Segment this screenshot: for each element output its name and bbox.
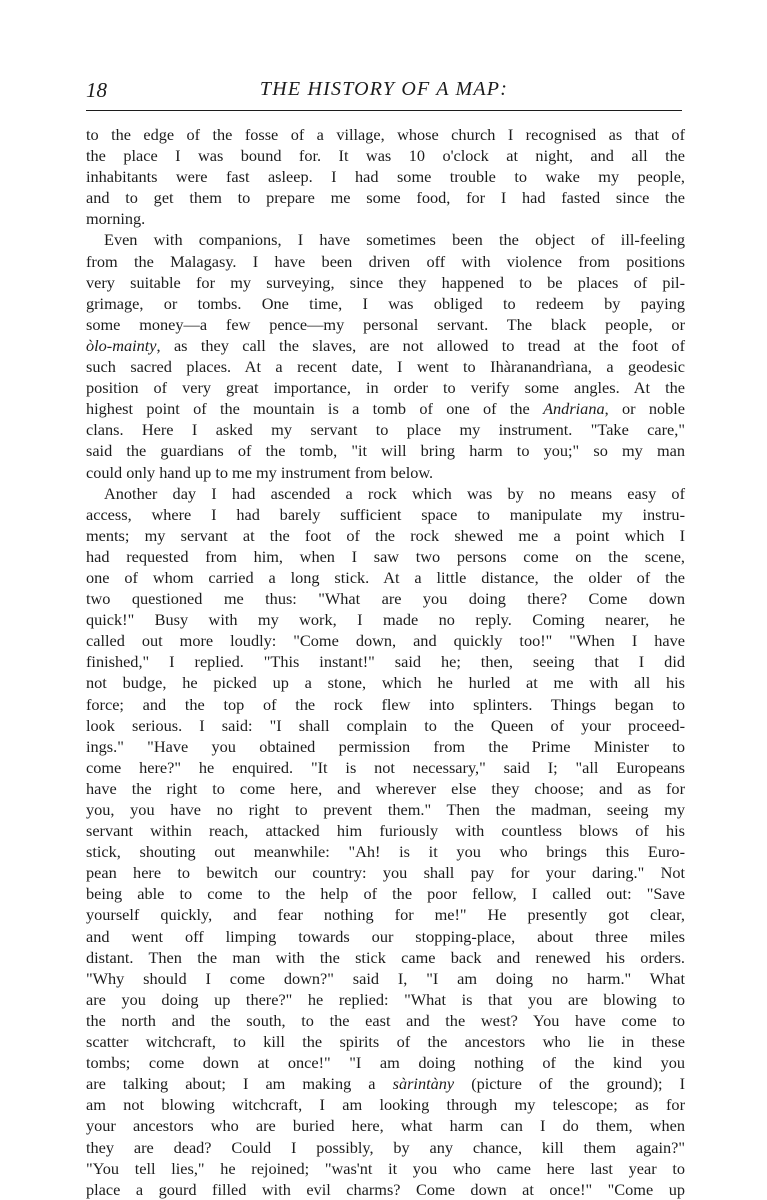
text-line: are talking about; I am making a sàrintàny (picture of the ground); I — [86, 1074, 686, 1094]
text-line: some money—a few pence—my personal servant. The black people, or — [86, 314, 685, 334]
text-line: "Why should I come down?" said I, "I am doing no harm." What — [86, 968, 685, 988]
text-line: quick!" Busy with my work, I made no reply. Coming nearer, he — [86, 610, 685, 630]
text-line: morning. — [86, 209, 146, 229]
text-line: finished," I replied. "This instant!" said he; then, seeing that I did — [86, 652, 685, 672]
text-line: your ancestors who are buried here, what harm can I do them, when — [86, 1116, 685, 1136]
text-line: "You tell lies," he rejoined; "was'nt it you who came here last year to — [86, 1158, 685, 1178]
text-line: have the right to come here, and wherever else they choose; and as for — [86, 778, 685, 798]
header-rule — [86, 110, 682, 111]
italic-term: Andriana — [543, 399, 605, 419]
text-line: they are dead? Could I possibly, by any chance, kill them again?" — [86, 1137, 685, 1157]
text-line: clans. Here I asked my servant to place my instrument. "Take care," — [86, 420, 685, 440]
text-line: the place I was bound for. It was 10 o'clock at night, and all the — [86, 146, 685, 166]
text-line: ings." "Have you obtained permission from the Prime Minister to — [86, 736, 685, 756]
text-line: called out more loudly: "Come down, and quickly too!" "When I have — [86, 631, 685, 651]
text-line: grimage, or tombs. One time, I was obliged to redeem by paying — [86, 293, 685, 313]
text-line: distant. Then the man with the stick came back and renewed his orders. — [86, 947, 685, 967]
text-line: òlo-mainty, as they call the slaves, are not allowed to tread at the foot of — [86, 335, 685, 355]
text-line: force; and the top of the rock flew into splinters. Things began to — [86, 694, 685, 714]
text-line: from the Malagasy. I have been driven off with violence from positions — [86, 251, 685, 271]
text-line: to the edge of the fosse of a village, whose church I recognised as that of — [86, 125, 685, 144]
text-line: position of very great importance, in order to verify some angles. At the — [86, 378, 685, 398]
text-line: and to get them to prepare me some food, for I had fasted since the — [86, 188, 685, 208]
text-line: tombs; come down at once!" "I am doing nothing of the kind you — [86, 1053, 685, 1073]
page-header — [86, 78, 682, 108]
text-line: being able to come to the help of the poor fellow, I called out: "Save — [86, 884, 685, 904]
text-line: inhabitants were fast asleep. I had some trouble to wake my people, — [86, 167, 685, 187]
text-line: look serious. I said: "I shall complain to the Queen of your proceed- — [86, 715, 685, 735]
text-line: yourself quickly, and fear nothing for me!" He presently got clear, — [86, 905, 685, 925]
text-line: are you doing up there?" he replied: "What is that you are blowing to — [86, 989, 685, 1009]
text-line: servant within reach, attacked him furiously with countless blows of his — [86, 821, 685, 841]
italic-term: òlo-mainty — [86, 335, 157, 355]
text-line: had requested from him, when I saw two persons come on the scene, — [86, 546, 685, 566]
text-line: you, you have no right to prevent them." Then the madman, seeing my — [86, 800, 685, 819]
text-line: the north and the south, to the east and the west? You have come to — [86, 1010, 685, 1030]
text-line: place a gourd filled with evil charms? Come down at once!" "Come up — [86, 1179, 685, 1199]
text-line: ments; my servant at the foot of the rock shewed me a point which I — [86, 525, 685, 545]
text-line: not budge, he picked up a stone, which he hurled at me with all his — [86, 673, 685, 693]
text-line: stick, shouting out meanwhile: "Ah! is it you who brings this Euro- — [86, 842, 685, 862]
text-line: Another day I had ascended a rock which was by no means easy of — [104, 483, 685, 503]
text-line: said the guardians of the tomb, "it will bring harm to you;" so my man — [86, 441, 685, 461]
text-line: Even with companions, I have sometimes been the object of ill-feeling — [104, 230, 685, 250]
text-line: could only hand up to me my instrument from below. — [86, 462, 434, 482]
body-text — [86, 124, 685, 1200]
text-line: come here?" he enquired. "It is not necessary," said I; "all Europeans — [86, 757, 685, 777]
text-line: pean here to bewitch our country: you shall pay for your daring." Not — [86, 863, 685, 883]
text-line: one of whom carried a long stick. At a little distance, the older of the — [86, 567, 685, 587]
text-line: scatter witchcraft, to kill the spirits of the ancestors who lie in these — [86, 1032, 685, 1052]
page-number: 18 — [86, 78, 107, 102]
text-line: highest point of the mountain is a tomb of one of the Andriana, or noble — [86, 399, 686, 419]
text-line: very suitable for my surveying, since they happened to be places of pil- — [86, 272, 685, 292]
italic-term: sàrintàny — [392, 1074, 455, 1094]
text-line: and went off limping towards our stopping-place, about three miles — [86, 926, 685, 946]
text-line: two questioned me thus: "What are you doing there? Come down — [86, 589, 685, 609]
text-line: access, where I had barely sufficient space to manipulate my instru- — [86, 504, 685, 524]
text-line: such sacred places. At a recent date, I went to Ihàranandrìana, a geodesic — [86, 357, 685, 377]
running-title: THE HISTORY OF A MAP: — [259, 78, 509, 100]
text-line: am not blowing witchcraft, I am looking through my telescope; as for — [86, 1095, 685, 1115]
